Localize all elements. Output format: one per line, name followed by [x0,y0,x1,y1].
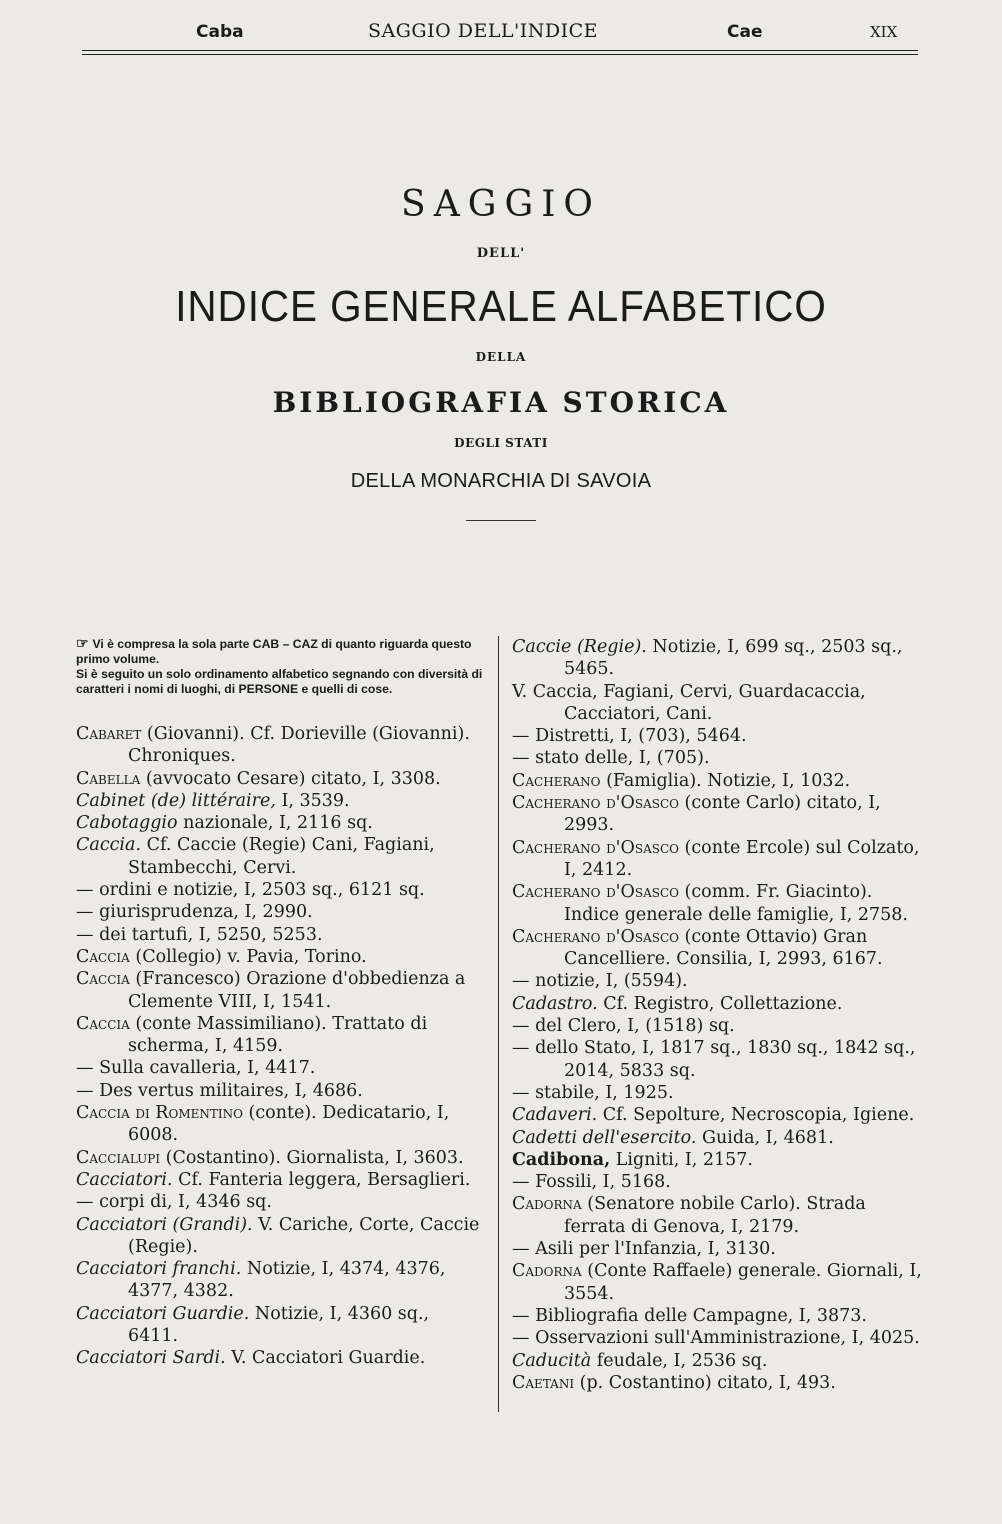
entry-text: Asili per l'Infanzia, I, 3130. [529,1239,776,1260]
index-entry [512,1350,922,1372]
title-divider [466,520,536,521]
entry-heading: Cadibona, [512,1149,611,1170]
index-entry [512,747,922,769]
entry-text: Cf. Sepolture, Necroscopia, Igiene. [597,1105,915,1126]
title-della: DELLA [475,350,527,364]
entry-text: notizie, I, (5594). [529,971,688,992]
entry-heading: Cacherano d'Osasco [512,926,679,947]
entry-heading: — [76,1058,94,1079]
entry-text: Notizie, I, 4360 sq., 6411. [128,1303,430,1347]
entry-text: (Senatore nobile Carlo). Strada ferrata di Genova, I, 2179. [564,1194,866,1237]
index-entry [76,1102,484,1147]
entry-heading: — [512,1038,530,1059]
index-entry [512,1015,922,1037]
entry-heading: — [512,1172,530,1193]
entry-text: dei tartufi, I, 5250, 5253. [93,924,323,945]
left-column [76,636,484,1370]
entry-heading: Cadorna [512,1261,582,1282]
index-entry [512,1104,922,1126]
pointing-hand-icon: ☞ [76,635,93,651]
entry-text: Cf. Caccie (Regie) Cani, Fagiani, Stambecchi, Cervi. [128,835,435,878]
entry-text: (Giovanni). Cf. Dorieville (Giovanni). Chroniques. [128,724,470,767]
index-entry [512,1327,922,1349]
entry-text: Notizie, I, 699 sq., 2503 sq., 5465. [564,637,903,680]
entry-heading: Cacciatori Guardie. [76,1303,250,1324]
entry-heading: — [512,748,530,769]
entry-heading: — [512,1082,530,1103]
title-saggio: SAGGIO [401,184,601,225]
entry-text: (Francesco) Orazione d'obbedienza a Clemente VIII, I, 1541. [128,969,466,1012]
entry-heading: Caccia. [76,835,142,856]
entry-heading: — [512,1305,530,1326]
index-entry [512,770,922,792]
entry-heading: — [76,880,94,901]
note-line-2: Si è seguito un solo ordinamento alfabetico segnando con diversità di caratteri i nomi di luoghi, di PERSONE e quelli di cose. [76,667,483,696]
entry-text: (Costantino). Giornalista, I, 3603. [160,1147,464,1168]
title-bibliografia: BIBLIOGRAFIA STORICA [272,386,730,419]
entry-heading: — [76,902,94,923]
entry-heading: — [76,924,94,945]
header-left-keyword: Caba [196,22,244,42]
entry-heading: Cacherano d'Osasco [512,882,679,903]
entry-heading: Cadaveri. [512,1105,598,1126]
index-entry [76,1169,484,1191]
entry-text: Des vertus militaires, I, 4686. [93,1080,363,1101]
index-entry [512,1305,922,1327]
index-entry [76,812,484,834]
index-entry [512,1127,922,1149]
index-entry [512,970,922,992]
index-entry [76,946,484,968]
index-entry [76,1191,484,1213]
running-header [80,20,920,50]
entry-heading: Cacciatori Sardi. [76,1348,226,1369]
entry-text: (conte). Dedicatario, I, 6008. [128,1103,450,1146]
index-entry [512,1193,922,1238]
index-entry [76,1214,484,1259]
index-entry [76,1057,484,1079]
index-entry [512,993,922,1015]
entry-heading: Cabotaggio [76,813,178,834]
entry-heading: Cacherano [512,770,601,791]
entry-heading: Cabella [76,768,141,789]
entry-text: (conte Carlo) citato, I, 2993. [564,793,881,836]
entry-heading: Cabinet (de) littéraire, [76,790,276,811]
index-entry [512,792,922,837]
entry-heading: — [512,1328,530,1349]
column-divider [498,636,499,1412]
index-entry [512,926,922,971]
entry-heading: Cadorna [512,1194,582,1215]
index-entry [512,1372,922,1394]
entry-heading: Cacherano d'Osasco [512,793,679,814]
entry-text: stabile, I, 1925. [529,1082,674,1103]
entry-text: Cf. Registro, Collettazione. [597,993,843,1014]
entry-text: (Conte Raffaele) generale. Giornali, I, 3554. [564,1261,922,1304]
entry-text: V. Caccia, Fagiani, Cervi, Guardacaccia, Cacciatori, Cani. [512,681,866,724]
entry-text: Bibliografia delle Campagne, I, 3873. [529,1305,867,1326]
right-column [512,636,922,1394]
index-entry [512,1149,922,1171]
entry-text: Sulla cavalleria, I, 4417. [93,1058,316,1079]
title-dell: DELL' [476,246,526,261]
note-line-1: ☞ Vi è compresa la sola parte CAB – CAZ di quanto riguarda questo primo volume. [76,635,472,666]
entry-heading: Cacherano d'Osasco [512,837,679,858]
index-entry [512,636,922,681]
entry-heading: Caccia [76,946,130,967]
index-entry [76,924,484,946]
entry-text: nazionale, I, 2116 sq. [177,813,373,834]
entry-heading: Cadastro. [512,993,598,1014]
index-entry [76,1347,484,1369]
right-entry-list [512,636,922,1394]
entry-text: V. Cacciatori Guardie. [225,1348,426,1369]
entry-text: V. Cariche, Corte, Caccie (Regie). [128,1214,480,1257]
index-entry [76,901,484,923]
entry-text: Distretti, I, (703), 5464. [529,726,747,747]
entry-text: (conte Ercole) sul Colzato, I, 2412. [564,837,920,880]
entry-text: del Clero, I, (1518) sq. [529,1016,735,1037]
page-number: XIX [870,23,898,41]
left-entry-list [76,723,484,1370]
entry-text: ordini e notizie, I, 2503 sq., 6121 sq. [93,880,425,901]
entry-text: dello Stato, I, 1817 sq., 1830 sq., 1842 sq., 2014, 5833 sq. [529,1038,916,1081]
entry-heading: — [512,1239,530,1260]
entry-heading: Caducità [512,1350,592,1371]
entry-text: Osservazioni sull'Amministrazione, I, 4025. [529,1328,920,1349]
index-entry [512,881,922,926]
entry-text: giurisprudenza, I, 2990. [93,902,313,923]
index-entry [76,1303,484,1348]
entry-heading: Caccialupi [76,1147,161,1168]
entry-text: (comm. Fr. Giacinto). Indice generale delle famiglie, I, 2758. [564,882,908,925]
entry-heading: Caccie (Regie). [512,637,647,657]
entry-text: (avvocato Cesare) citato, I, 3308. [140,768,441,789]
entry-text: corpi di, I, 4346 sq. [93,1192,272,1213]
entry-text: feudale, I, 2536 sq. [591,1350,768,1371]
index-entry [76,723,484,768]
index-entry [76,968,484,1013]
entry-text: Guida, I, 4681. [696,1127,834,1148]
index-entry [76,1080,484,1102]
title-indice: INDICE GENERALE ALFABETICO [175,282,827,331]
entry-text: (p. Costantino) citato, I, 493. [574,1372,836,1393]
entry-heading: — [76,1080,94,1101]
editorial-note [76,636,484,697]
entry-heading: Caccia di Romentino [76,1103,243,1124]
index-entry [76,790,484,812]
entry-text: Cf. Fanteria leggera, Bersaglieri. [172,1169,471,1190]
entry-text: Ligniti, I, 2157. [610,1149,753,1170]
entry-text: (Famiglia). Notizie, I, 1032. [600,770,851,791]
title-monarchia: DELLA MONARCHIA DI SAVOIA [350,470,652,492]
index-entry [76,768,484,790]
title-degli-stati: DEGLI STATI [454,436,548,450]
entry-heading: Caccia [76,1013,130,1034]
entry-text: (conte Massimiliano). Trattato di scherma, I, 4159. [128,1013,428,1057]
header-rule-top [82,50,918,51]
index-entry [512,1238,922,1260]
index-entry [76,834,484,879]
entry-text: I, 3539. [275,790,350,811]
index-entry [512,1037,922,1082]
index-entry [512,1171,922,1193]
header-right-keyword: Cae [727,22,763,42]
entry-heading: — [512,971,530,992]
entry-text: Notizie, I, 4374, 4376, 4377, 4382. [128,1259,446,1302]
index-entry [76,1147,484,1169]
entry-heading: — [512,726,530,747]
header-title: SAGGIO DELL'INDICE [368,20,599,42]
index-entry [512,725,922,747]
index-entry [76,879,484,901]
entry-heading: — [512,1016,530,1037]
entry-heading: Caetani [512,1372,575,1393]
entry-heading: Cacciatori (Grandi). [76,1214,253,1235]
entry-heading: — [76,1192,94,1213]
entry-heading: Cacciatori. [76,1169,173,1190]
entry-text: stato delle, I, (705). [529,748,710,769]
entry-heading: Cacciatori franchi. [76,1259,242,1280]
entry-text: (Collegio) v. Pavia, Torino. [129,946,367,967]
entry-heading: Cabaret [76,724,142,744]
index-entry [512,837,922,882]
index-entry [76,1258,484,1303]
entry-heading: Caccia [76,969,130,990]
header-rule-bottom [82,54,918,55]
entry-text: Fossili, I, 5168. [529,1172,671,1193]
index-entry [76,1013,484,1058]
entry-heading: Cadetti dell'esercito. [512,1127,697,1148]
index-entry [512,681,922,726]
entry-text: (conte Ottavio) Gran Cancelliere. Consilia, I, 2993, 6167. [564,926,883,970]
index-entry [512,1260,922,1305]
index-entry [512,1082,922,1104]
